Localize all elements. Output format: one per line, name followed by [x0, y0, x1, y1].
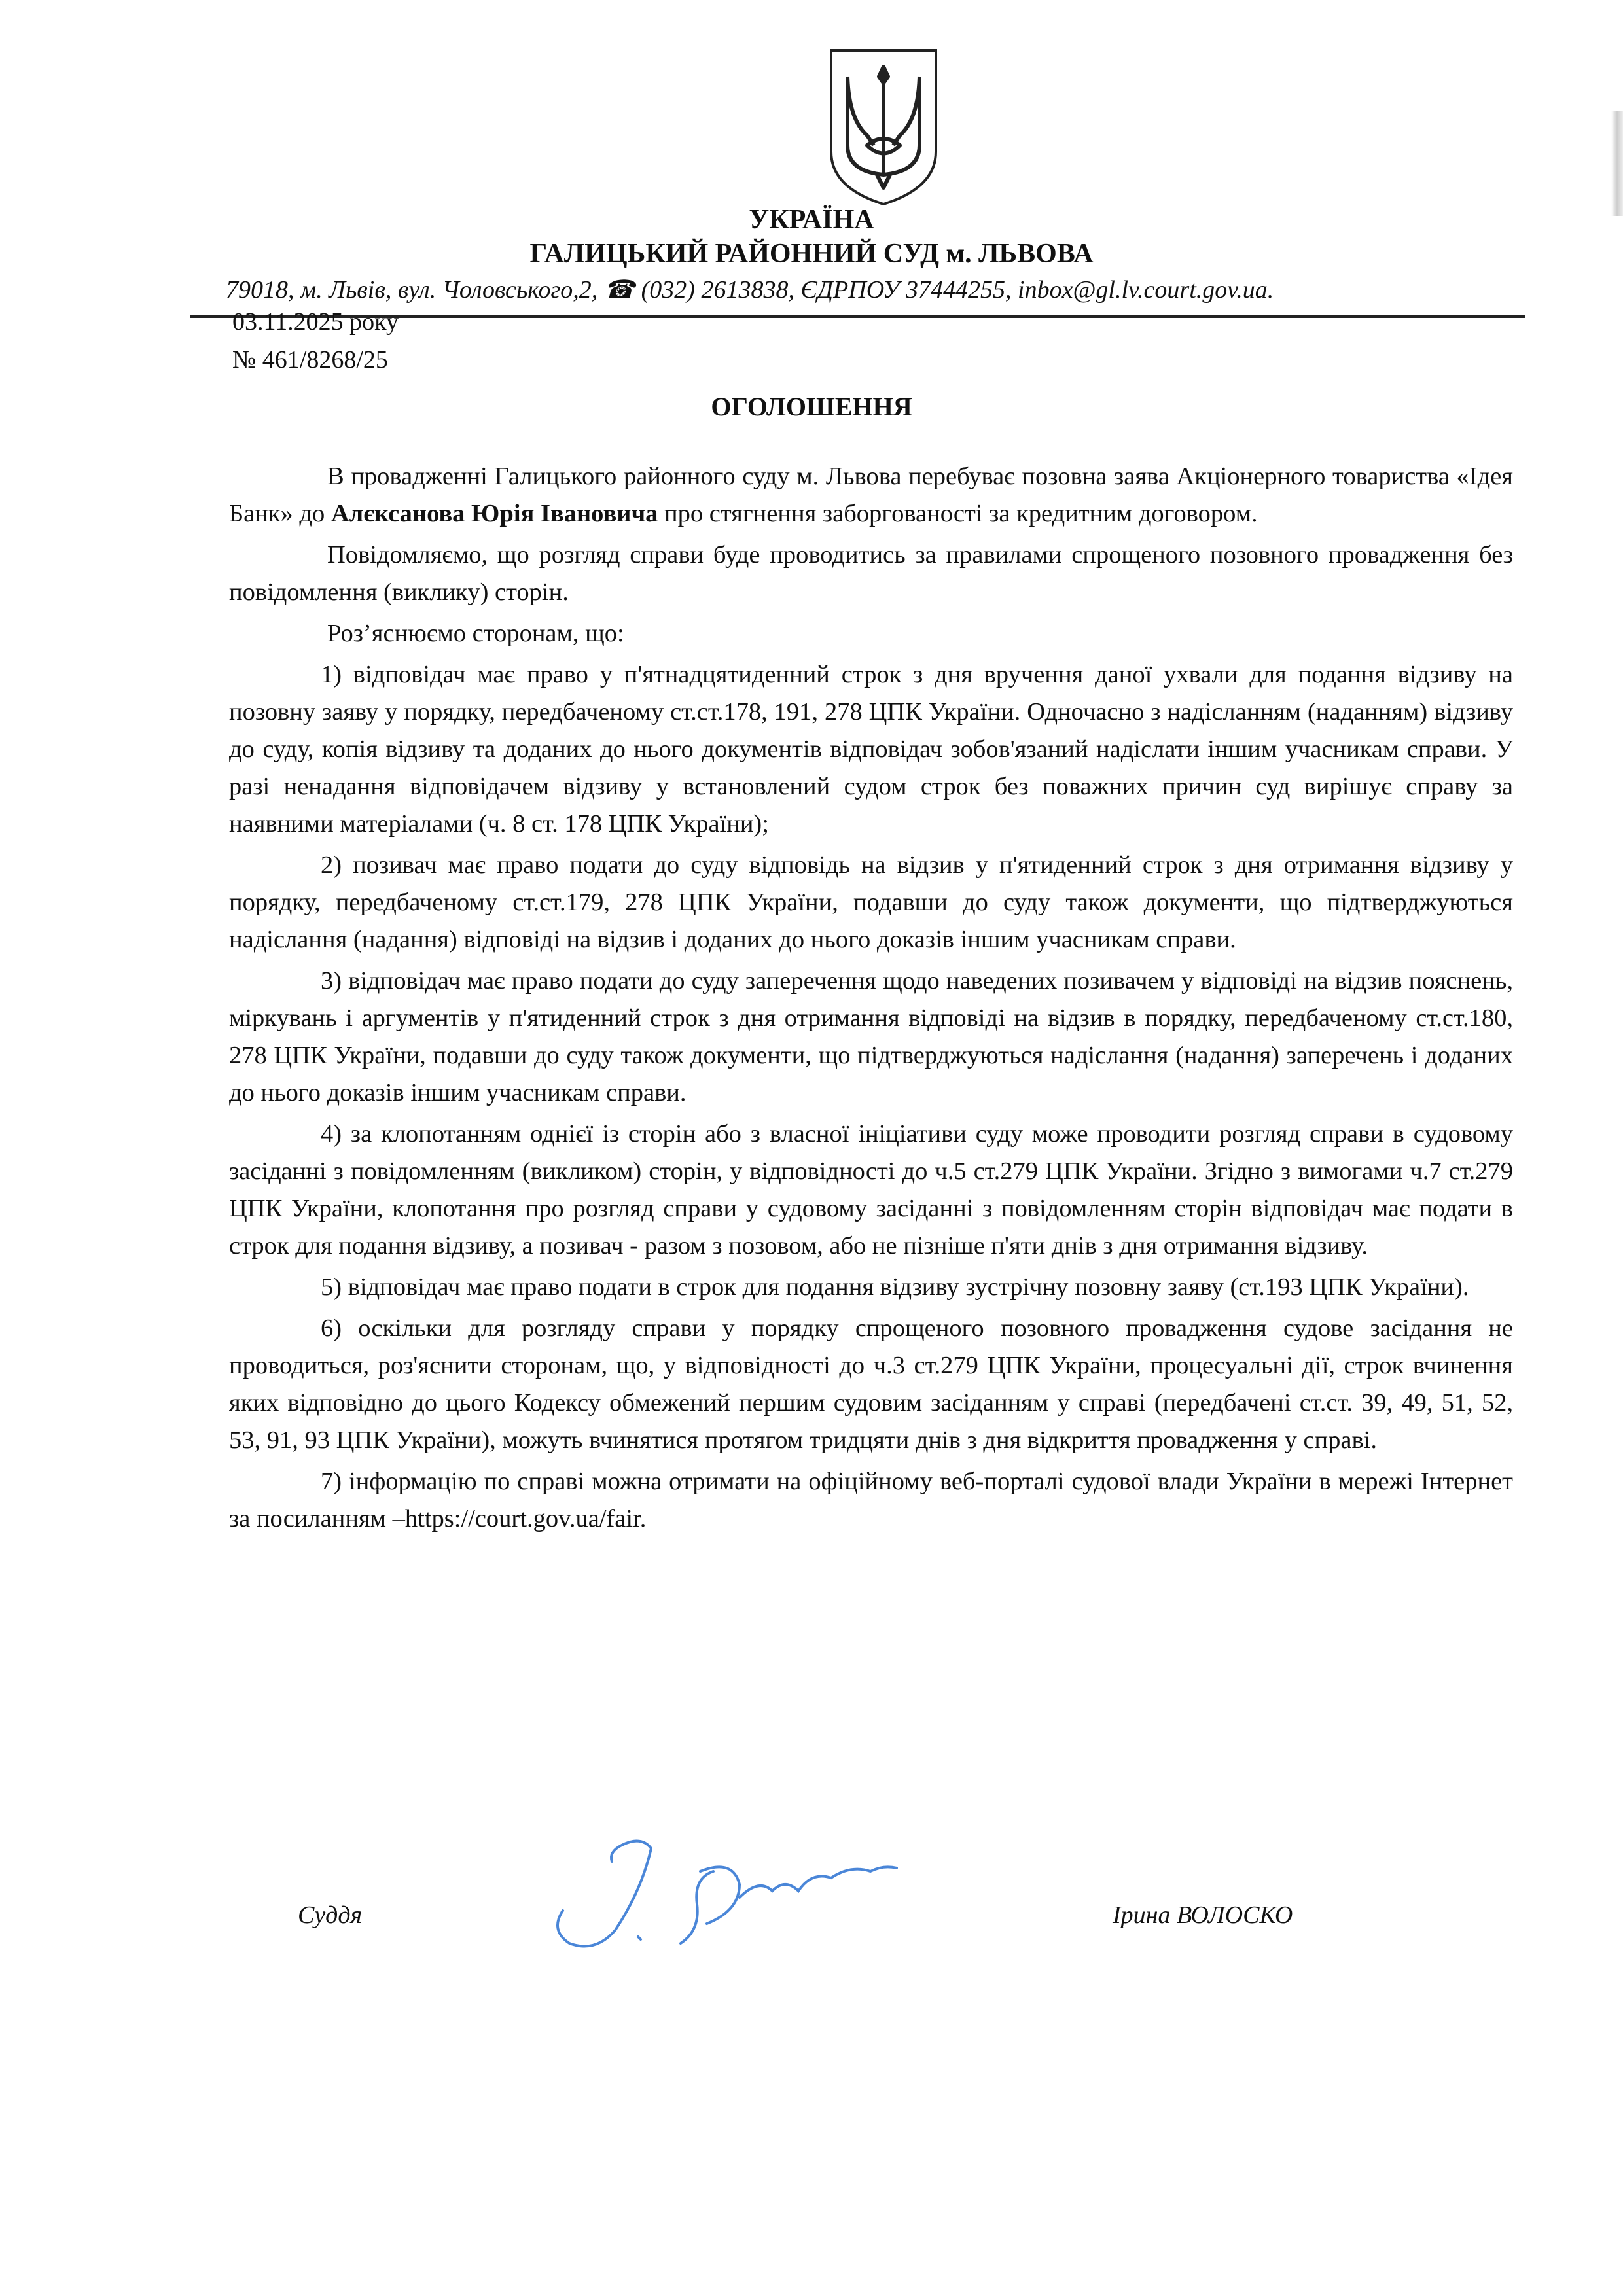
defendant-name: Алєксанова Юрія Івановича	[330, 500, 658, 527]
list-item: 2) позивач має право подати до суду відповідь на відзив у п'ятиденний строк з дня отримання відзиву у порядку, передбаченому ст.ст.179, 278 ЦПК України, подавши до суду також документи, що підтверджуються надіслання (надання) відповіді на відзив і доданих до нього доказів іншим учасникам справи.	[229, 851, 1513, 953]
paragraph-explain: Роз’яснюємо сторонам, що:	[327, 620, 624, 647]
paragraph-procedure: Повідомляємо, що розгляд справи буде проводитись за правилами спрощеного позовного провадження без повідомлення (виклику) сторін.	[229, 541, 1513, 606]
document-body	[229, 458, 1513, 1542]
list-item: 3) відповідач має право подати до суду заперечення щодо наведених позивачем у відповіді на відзив пояснень, міркувань і аргументів у п'ятиденний строк з дня отримання відповіді на відзив в порядку, передбаченому ст.ст.180, 278 ЦПК України, подавши до суду також документи, що підтверджуються надіслання (надання) заперечень і доданих до нього доказів іншим учасникам справи.	[229, 967, 1513, 1106]
handwritten-signature	[543, 1832, 910, 1956]
judge-name: Ірина ВОЛОСКО	[1113, 1901, 1293, 1929]
list-item: 7) інформацію по справі можна отримати на офіційному веб-порталі судової влади України в мережі Інтернет за посиланням –https://court.gov.ua/fair.	[229, 1468, 1513, 1532]
list-item: 5) відповідач має право подати в строк для подання відзиву зустрічну позовну заяву (ст.193 ЦПК України).	[321, 1273, 1469, 1301]
coat-of-arms-trident-icon	[828, 47, 939, 207]
scan-edge-shadow	[1611, 111, 1623, 216]
country-heading: УКРАЇНА	[749, 205, 874, 235]
judge-label: Суддя	[298, 1901, 363, 1929]
court-address-line: 79018, м. Львів, вул. Чоловського,2, ☎ (032) 2613838, ЄДРПОУ 37444255, inbox@gl.lv.court.gov.ua.	[226, 276, 1274, 304]
document-date: 03.11.2025 року	[232, 308, 399, 336]
intro-text-end: про стягнення заборгованості за кредитним договором.	[658, 500, 1258, 527]
list-item: 4) за клопотанням однієї із сторін або з власної ініціативи суду може проводити розгляд справи в судовому засіданні з повідомленням (викликом) сторін, у відповідності до ч.5 ст.279 ЦПК України. Згідно з вимогами ч.7 ст.279 ЦПК України, клопотання про розгляд справи у судовому засіданні з повідомленням сторін відповідач має подати в строк для подання відзиву, а позивач - разом з позовом, або не пізніше п'яти днів з дня отримання відзиву.	[229, 1120, 1513, 1260]
document-title: ОГОЛОШЕННЯ	[711, 392, 912, 421]
intro-text: В провадженні Галицького районного суду м. Львова перебуває позовна заява Акціонерного товариства «Ідея Банк» до	[229, 463, 1513, 527]
paragraph-intro	[229, 458, 1513, 533]
list-item: 1) відповідач має право у п'ятнадцятиденний строк з дня вручення даної ухвали для подання відзиву на позовну заяву у порядку, передбаченому ст.ст.178, 191, 278 ЦПК України. Одночасно з надісланням (наданням) відзиву до суду, копія відзиву та доданих до нього документів відповідач зобов'язаний надіслати іншим учасникам справи. У разі ненадання відповідачем відзиву у встановлений судом строк без поважних причин суд вирішує справу за наявними матеріалами (ч. 8 ст. 178 ЦПК України);	[229, 661, 1513, 838]
case-number: № 461/8268/25	[232, 346, 388, 374]
court-name-heading: ГАЛИЦЬКИЙ РАЙОННИЙ СУД м. ЛЬВОВА	[529, 239, 1094, 269]
list-item: 6) оскільки для розгляду справи у порядку спрощеного позовного провадження судове засідання не проводиться, роз'яснити сторонам, що, у відповідності до ч.3 ст.279 ЦПК України, процесуальні дії, строк вчинення яких відповідно до цього Кодексу обмежений першим судовим засіданням у справі (передбачені ст.ст. 39, 49, 51, 52, 53, 91, 93 ЦПК України), можуть вчинятися протягом тридцяти днів з дня відкриття провадження у справі.	[229, 1315, 1513, 1454]
